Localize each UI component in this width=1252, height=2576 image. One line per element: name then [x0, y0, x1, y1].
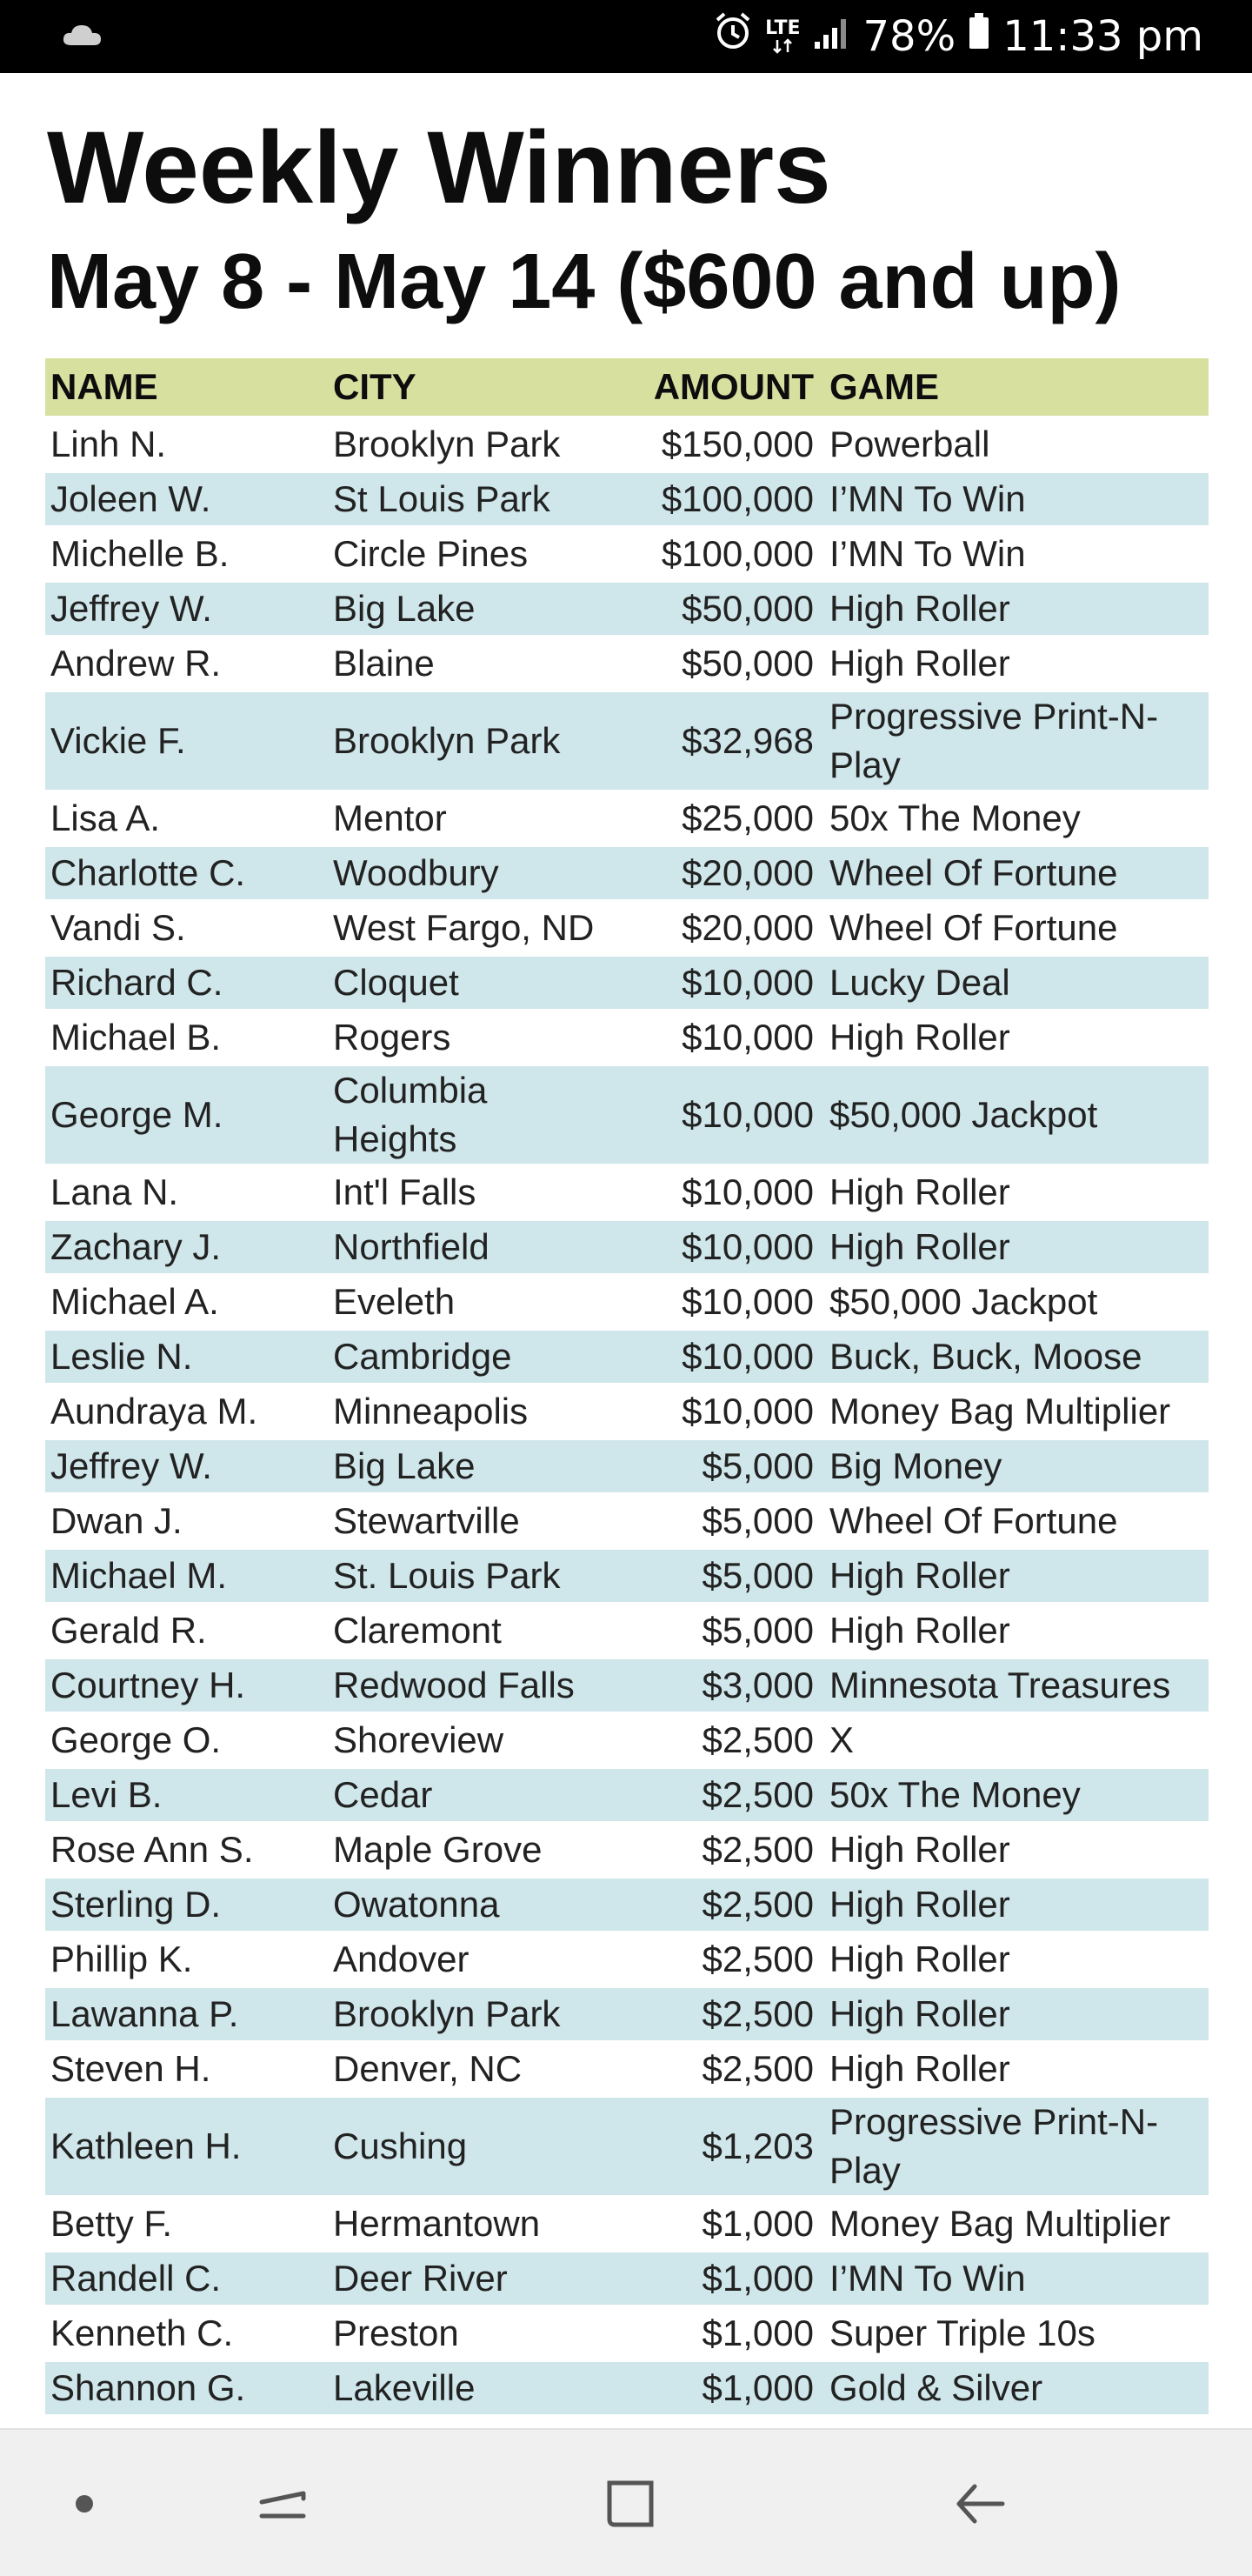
- header-game: GAME: [824, 358, 1209, 417]
- cell-game: Money Bag Multiplier: [824, 1385, 1209, 1439]
- table-row: [45, 846, 1209, 901]
- cell-name: Jeffrey W.: [45, 582, 328, 637]
- cell-city: Mentor: [328, 791, 610, 846]
- cell-name: Michael B.: [45, 1011, 328, 1065]
- table-row: [45, 1330, 1209, 1385]
- cell-name: Michael M.: [45, 1549, 328, 1604]
- cell-city: Owatonna: [328, 1878, 610, 1932]
- cell-amount: $10,000: [610, 1220, 824, 1275]
- cell-amount: $10,000: [610, 1165, 824, 1220]
- table-row: [45, 1932, 1209, 1987]
- cell-city: Lakeville: [328, 2361, 610, 2416]
- cell-game: Minnesota Treasures: [824, 1658, 1209, 1713]
- cell-amount: $2,500: [610, 1878, 824, 1932]
- cell-name: Phillip K.: [45, 1932, 328, 1987]
- cell-name: Michael A.: [45, 1275, 328, 1330]
- cell-name: Courtney H.: [45, 1658, 328, 1713]
- table-row: [45, 1549, 1209, 1604]
- cell-amount: $2,500: [610, 1768, 824, 1823]
- cell-city: Northfield: [328, 1220, 610, 1275]
- cell-amount: $1,000: [610, 2361, 824, 2416]
- cell-city: Brooklyn Park: [328, 691, 610, 791]
- cell-amount: $25,000: [610, 791, 824, 846]
- cell-amount: $100,000: [610, 472, 824, 527]
- table-row: [45, 527, 1209, 582]
- cell-game: High Roller: [824, 1823, 1209, 1878]
- cell-game: High Roller: [824, 582, 1209, 637]
- cell-amount: $50,000: [610, 582, 824, 637]
- cell-game: High Roller: [824, 1878, 1209, 1932]
- table-row: [45, 1987, 1209, 2042]
- table-row: [45, 2197, 1209, 2252]
- cell-amount: $3,000: [610, 1658, 824, 1713]
- cell-game: Powerball: [824, 417, 1209, 472]
- cell-game: I’MN To Win: [824, 472, 1209, 527]
- table-header-row: [45, 358, 1209, 417]
- table-row: [45, 691, 1209, 791]
- cell-game: High Roller: [824, 2042, 1209, 2097]
- table-row: [45, 1823, 1209, 1878]
- cell-game: I’MN To Win: [824, 2252, 1209, 2306]
- table-row: [45, 1604, 1209, 1658]
- cell-name: Kenneth C.: [45, 2306, 328, 2361]
- table-row: [45, 2252, 1209, 2306]
- cell-name: Jeffrey W.: [45, 1439, 328, 1494]
- cell-name: Dwan J.: [45, 1494, 328, 1549]
- recent-apps-icon[interactable]: [243, 2465, 322, 2543]
- cell-amount: $32,968: [610, 691, 824, 791]
- cell-name: Kathleen H.: [45, 2097, 328, 2197]
- cell-name: Leslie N.: [45, 1330, 328, 1385]
- cell-name: Andrew R.: [45, 637, 328, 691]
- cell-game: $50,000 Jackpot: [824, 1065, 1209, 1165]
- cell-amount: $10,000: [610, 1385, 824, 1439]
- cell-amount: $20,000: [610, 846, 824, 901]
- cell-name: Lawanna P.: [45, 1987, 328, 2042]
- cell-city: Cedar: [328, 1768, 610, 1823]
- cell-city: Redwood Falls: [328, 1658, 610, 1713]
- table-row: [45, 956, 1209, 1011]
- cell-amount: $2,500: [610, 1713, 824, 1768]
- cell-game: Wheel Of Fortune: [824, 901, 1209, 956]
- cell-game: High Roller: [824, 1165, 1209, 1220]
- cell-city: Columbia Heights: [328, 1065, 610, 1165]
- cell-game: $50,000 Jackpot: [824, 1275, 1209, 1330]
- table-row: [45, 1439, 1209, 1494]
- cell-amount: $5,000: [610, 1604, 824, 1658]
- cell-amount: $5,000: [610, 1494, 824, 1549]
- page-title: Weekly Winners: [47, 110, 831, 225]
- cell-amount: $1,000: [610, 2252, 824, 2306]
- cell-amount: $1,000: [610, 2306, 824, 2361]
- cell-name: Michelle B.: [45, 527, 328, 582]
- table-row: [45, 1713, 1209, 1768]
- cell-amount: $150,000: [610, 417, 824, 472]
- cell-city: Cambridge: [328, 1330, 610, 1385]
- cell-amount: $10,000: [610, 1065, 824, 1165]
- cell-city: Claremont: [328, 1604, 610, 1658]
- status-bar: [0, 0, 1252, 73]
- cell-amount: $50,000: [610, 637, 824, 691]
- table-row: [45, 2306, 1209, 2361]
- cell-name: Sterling D.: [45, 1878, 328, 1932]
- cell-amount: $5,000: [610, 1439, 824, 1494]
- cell-name: Lana N.: [45, 1165, 328, 1220]
- cell-name: Betty F.: [45, 2197, 328, 2252]
- cell-game: High Roller: [824, 1220, 1209, 1275]
- cell-game: Wheel Of Fortune: [824, 846, 1209, 901]
- cell-game: Big Money: [824, 1439, 1209, 1494]
- cell-city: Denver, NC: [328, 2042, 610, 2097]
- lte-label: LTE: [765, 17, 801, 39]
- battery-percentage: 78%: [862, 12, 956, 61]
- header-amount: AMOUNT: [610, 358, 824, 417]
- cell-name: Lisa A.: [45, 791, 328, 846]
- cell-game: 50x The Money: [824, 791, 1209, 846]
- table-row: [45, 637, 1209, 691]
- cell-game: Buck, Buck, Moose: [824, 1330, 1209, 1385]
- cell-game: 50x The Money: [824, 1768, 1209, 1823]
- cell-name: Joleen W.: [45, 472, 328, 527]
- cell-amount: $1,203: [610, 2097, 824, 2197]
- cell-game: Super Triple 10s: [824, 2306, 1209, 2361]
- table-row: [45, 1768, 1209, 1823]
- cell-game: High Roller: [824, 1011, 1209, 1065]
- cell-game: High Roller: [824, 1932, 1209, 1987]
- cell-amount: $10,000: [610, 956, 824, 1011]
- cell-city: Rogers: [328, 1011, 610, 1065]
- cell-amount: $5,000: [610, 1549, 824, 1604]
- winners-table: [45, 358, 1209, 2417]
- header-name: NAME: [45, 358, 328, 417]
- cell-city: Blaine: [328, 637, 610, 691]
- battery-icon: [968, 12, 990, 61]
- back-icon[interactable]: [941, 2465, 1019, 2543]
- cell-amount: $1,000: [610, 2197, 824, 2252]
- cell-city: Cloquet: [328, 956, 610, 1011]
- cell-city: Int'l Falls: [328, 1165, 610, 1220]
- cell-city: Preston: [328, 2306, 610, 2361]
- cell-amount: $2,500: [610, 1823, 824, 1878]
- cell-game: High Roller: [824, 1987, 1209, 2042]
- cell-city: Woodbury: [328, 846, 610, 901]
- page-subtitle: May 8 - May 14 ($600 and up): [47, 238, 1122, 325]
- cell-city: Hermantown: [328, 2197, 610, 2252]
- table-row: [45, 472, 1209, 527]
- table-row: [45, 2097, 1209, 2197]
- cell-name: Steven H.: [45, 2042, 328, 2097]
- cell-city: Shoreview: [328, 1713, 610, 1768]
- cell-amount: $10,000: [610, 1275, 824, 1330]
- cell-name: Linh N.: [45, 417, 328, 472]
- table-row: [45, 901, 1209, 956]
- cell-city: St Louis Park: [328, 472, 610, 527]
- cell-name: Aundraya M.: [45, 1385, 328, 1439]
- cell-game: X: [824, 1713, 1209, 1768]
- cell-game: I’MN To Win: [824, 527, 1209, 582]
- cell-amount: $100,000: [610, 527, 824, 582]
- navigation-bar: [0, 2428, 1252, 2576]
- cell-name: George M.: [45, 1065, 328, 1165]
- cell-city: Deer River: [328, 2252, 610, 2306]
- cell-city: Brooklyn Park: [328, 417, 610, 472]
- cell-city: Brooklyn Park: [328, 1987, 610, 2042]
- cell-game: High Roller: [824, 1549, 1209, 1604]
- cell-game: High Roller: [824, 1604, 1209, 1658]
- winners-table-body: [45, 417, 1209, 2416]
- dot-icon[interactable]: [45, 2465, 123, 2543]
- table-row: [45, 1011, 1209, 1065]
- cell-name: Levi B.: [45, 1768, 328, 1823]
- cell-amount: $10,000: [610, 1330, 824, 1385]
- cell-name: Gerald R.: [45, 1604, 328, 1658]
- cell-amount: $20,000: [610, 901, 824, 956]
- cell-game: Lucky Deal: [824, 956, 1209, 1011]
- cell-game: Progressive Print-N-Play: [824, 2097, 1209, 2197]
- table-row: [45, 417, 1209, 472]
- cell-game: High Roller: [824, 637, 1209, 691]
- cell-name: Zachary J.: [45, 1220, 328, 1275]
- cell-game: Wheel Of Fortune: [824, 1494, 1209, 1549]
- cell-amount: $10,000: [610, 1011, 824, 1065]
- lte-indicator: [765, 19, 800, 54]
- cell-game: Gold & Silver: [824, 2361, 1209, 2416]
- cell-city: Eveleth: [328, 1275, 610, 1330]
- cell-game: Money Bag Multiplier: [824, 2197, 1209, 2252]
- table-row: [45, 1165, 1209, 1220]
- home-icon[interactable]: [591, 2465, 669, 2543]
- cell-game: Progressive Print-N-Play: [824, 691, 1209, 791]
- page-content[interactable]: [0, 73, 1252, 2428]
- cell-name: Richard C.: [45, 956, 328, 1011]
- cell-city: Big Lake: [328, 582, 610, 637]
- cell-amount: $2,500: [610, 1932, 824, 1987]
- table-row: [45, 2042, 1209, 2097]
- cell-name: Vandi S.: [45, 901, 328, 956]
- cell-city: St. Louis Park: [328, 1549, 610, 1604]
- table-row: [45, 1220, 1209, 1275]
- cell-city: Minneapolis: [328, 1385, 610, 1439]
- cell-amount: $2,500: [610, 2042, 824, 2097]
- cell-city: Andover: [328, 1932, 610, 1987]
- cell-name: Vickie F.: [45, 691, 328, 791]
- cell-name: Charlotte C.: [45, 846, 328, 901]
- cell-city: Big Lake: [328, 1439, 610, 1494]
- table-row: [45, 1065, 1209, 1165]
- status-time: 11:33 pm: [1002, 12, 1203, 61]
- table-row: [45, 2361, 1209, 2416]
- table-row: [45, 582, 1209, 637]
- alarm-icon: [713, 11, 753, 62]
- table-row: [45, 1494, 1209, 1549]
- cell-name: Rose Ann S.: [45, 1823, 328, 1878]
- header-city: CITY: [328, 358, 610, 417]
- cell-city: West Fargo, ND: [328, 901, 610, 956]
- table-row: [45, 1275, 1209, 1330]
- cell-city: Stewartville: [328, 1494, 610, 1549]
- cell-name: George O.: [45, 1713, 328, 1768]
- cell-city: Circle Pines: [328, 527, 610, 582]
- table-row: [45, 1658, 1209, 1713]
- table-row: [45, 1878, 1209, 1932]
- signal-icon: [813, 12, 851, 61]
- table-row: [45, 1385, 1209, 1439]
- cloud-icon: [61, 23, 103, 51]
- cell-amount: $2,500: [610, 1987, 824, 2042]
- cell-city: Maple Grove: [328, 1823, 610, 1878]
- cell-city: Cushing: [328, 2097, 610, 2197]
- cell-name: Shannon G.: [45, 2361, 328, 2416]
- table-row: [45, 791, 1209, 846]
- cell-name: Randell C.: [45, 2252, 328, 2306]
